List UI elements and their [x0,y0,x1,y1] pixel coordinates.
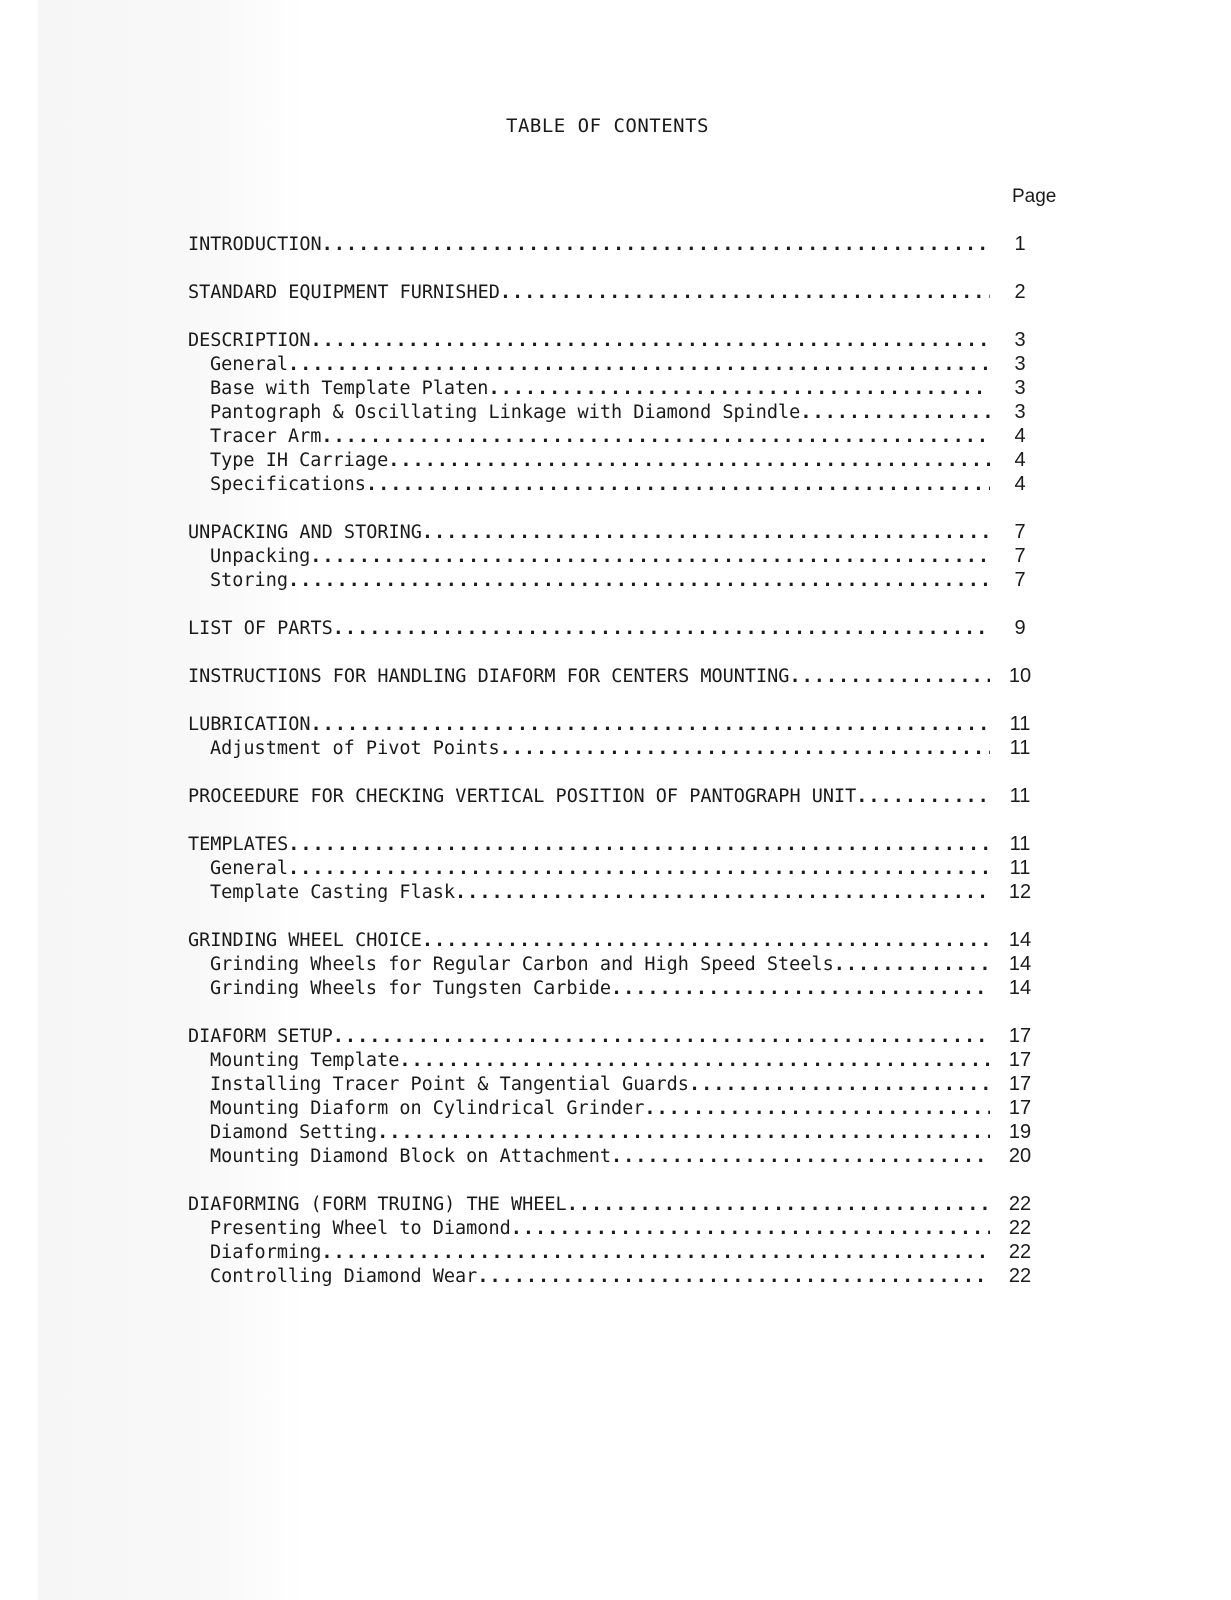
toc-entry-label: Tracer Arm [210,426,322,447]
dot-leader [511,1217,990,1241]
dot-leader [377,1121,990,1145]
toc-entry-label: Mounting Diaform on Cylindrical Grinder [210,1098,645,1119]
toc-entry-label: INTRODUCTION [188,234,322,255]
toc-entry [188,832,1050,856]
toc-page-number: 1 [1014,233,1026,255]
toc-entry-label: Controlling Diamond Wear [210,1266,478,1287]
toc-entry-label: Mounting Template [210,1050,400,1071]
toc-entry-label: Pantograph & Oscillating Linkage with Diamond Spindle [210,402,801,423]
toc-section [188,928,1050,1000]
toc-entry [188,1024,1050,1048]
toc-subentry [188,1240,1050,1264]
toc-page-number: 14 [1008,977,1032,999]
toc-section [188,664,1050,688]
toc-page-number: 7 [1014,521,1026,543]
toc-subentry [188,448,1050,472]
toc-section [188,784,1050,808]
toc-page-number: 11 [1009,737,1031,759]
toc-subentry [188,736,1050,760]
toc-entry [188,328,1050,352]
dot-leader [422,521,990,545]
toc-page-number: 17 [1008,1049,1032,1071]
toc-page-number: 3 [1014,329,1026,351]
toc-page-number: 11 [1009,857,1031,879]
toc-subentry [188,976,1050,1000]
toc-page-number: 19 [1008,1121,1032,1143]
toc-entry [188,784,1050,808]
dot-leader [789,665,990,689]
toc-subentry [188,1264,1050,1288]
toc-entry-label: General [210,858,288,879]
toc-entry-label: Diaforming [210,1242,322,1263]
toc-subentry [188,400,1050,424]
toc-subentry [188,880,1050,904]
toc-page-number: 22 [1008,1193,1032,1215]
toc-page-number: 7 [1014,569,1026,591]
dot-leader [321,425,990,449]
toc-entry [188,712,1050,736]
toc-subentry [188,1048,1050,1072]
toc-entry-label: Template Casting Flask [210,882,456,903]
toc-page-number: 2 [1014,281,1026,303]
dot-leader [399,1049,990,1073]
toc-page-number: 12 [1008,881,1032,903]
toc-page-number: 14 [1008,953,1032,975]
toc-subentry [188,856,1050,880]
toc-entry-label: DESCRIPTION [188,330,311,351]
toc-entry [188,664,1050,688]
dot-leader [288,833,990,857]
dot-leader [477,1265,990,1289]
toc-page-number: 7 [1014,545,1026,567]
toc-page-number: 20 [1008,1145,1032,1167]
toc-page-number: 11 [1009,833,1031,855]
toc-entry [188,520,1050,544]
toc-entry [188,616,1050,640]
toc-section [188,616,1050,640]
toc-entry [188,1192,1050,1216]
dot-leader [856,785,990,809]
toc-entry-label: Grinding Wheels for Regular Carbon and High Speed Steels [210,954,834,975]
dot-leader [288,857,990,881]
toc-subentry [188,568,1050,592]
toc-page-number: 4 [1014,449,1026,471]
dot-leader [644,1097,990,1121]
toc-page-number: 4 [1014,473,1026,495]
toc-page-number: 22 [1008,1241,1032,1263]
dot-leader [388,449,990,473]
dot-leader [500,737,990,761]
toc-subentry [188,1144,1050,1168]
page-column-header: Page [1012,186,1057,207]
toc-section [188,712,1050,760]
toc-entry-label: LUBRICATION [188,714,311,735]
toc-subentry [188,352,1050,376]
toc-entry-label: Specifications [210,474,366,495]
toc-page-number: 4 [1014,425,1026,447]
toc-entry-label: Unpacking [210,546,311,567]
dot-leader [488,377,990,401]
toc-entry-label: Adjustment of Pivot Points [210,738,500,759]
toc-section [188,280,1050,304]
toc-page-number: 11 [1009,713,1031,735]
toc-page-number: 22 [1008,1265,1032,1287]
toc-subentry [188,1216,1050,1240]
toc-page-number: 17 [1008,1073,1032,1095]
dot-leader [611,977,990,1001]
toc-page-number: 3 [1014,377,1026,399]
toc-entry-label: LIST OF PARTS [188,618,333,639]
toc-subentry [188,1096,1050,1120]
toc-section [188,328,1050,496]
dot-leader [834,953,990,977]
dot-leader [333,617,990,641]
toc-page-number: 17 [1008,1025,1032,1047]
dot-leader [311,329,990,353]
dot-leader [800,401,990,425]
dot-leader [310,545,990,569]
toc-page-number: 3 [1014,401,1026,423]
toc-subentry [188,424,1050,448]
toc-entry-label: STANDARD EQUIPMENT FURNISHED [188,282,500,303]
toc-subentry [188,472,1050,496]
toc-entry-label: PROCEEDURE FOR CHECKING VERTICAL POSITION OF PANTOGRAPH UNIT [188,786,857,807]
dot-leader [567,1193,990,1217]
dot-leader [288,353,990,377]
toc-page-number: 3 [1014,353,1026,375]
toc-page-number: 14 [1008,929,1032,951]
toc-entry-label: Storing [210,570,288,591]
toc-section [188,520,1050,592]
toc-entry-label: TEMPLATES [188,834,289,855]
toc-subentry [188,544,1050,568]
toc-entry-label: Diamond Setting [210,1122,378,1143]
dot-leader [311,713,990,737]
toc-entry-label: UNPACKING AND STORING [188,522,422,543]
dot-leader [455,881,990,905]
toc-section [188,832,1050,904]
dot-leader [611,1145,990,1169]
toc-subentry [188,376,1050,400]
toc-subentry [188,1072,1050,1096]
toc-section [188,1024,1050,1168]
toc-entry [188,232,1050,256]
toc-section [188,232,1050,256]
page-title: TABLE OF CONTENTS [506,115,709,137]
dot-leader [322,233,990,257]
toc-entry-label: Mounting Diamond Block on Attachment [210,1146,611,1167]
dot-leader [333,1025,990,1049]
toc-entry-label: DIAFORM SETUP [188,1026,333,1047]
dot-leader [689,1073,990,1097]
table-of-contents [188,232,1050,1312]
toc-entry-label: Installing Tracer Point & Tangential Guards [210,1074,689,1095]
toc-entry-label: Grinding Wheels for Tungsten Carbide [210,978,611,999]
toc-entry [188,280,1050,304]
dot-leader [321,1241,990,1265]
toc-entry-label: Presenting Wheel to Diamond [210,1218,511,1239]
toc-entry-label: DIAFORMING (FORM TRUING) THE WHEEL [188,1194,567,1215]
dot-leader [288,569,990,593]
toc-entry-label: Base with Template Platen [210,378,489,399]
toc-page-number: 17 [1008,1097,1032,1119]
toc-entry-label: General [210,354,288,375]
toc-entry-label: GRINDING WHEEL CHOICE [188,930,422,951]
toc-entry-label: Type IH Carriage [210,450,389,471]
toc-page-number: 10 [1008,665,1032,687]
toc-entry-label: INSTRUCTIONS FOR HANDLING DIAFORM FOR CENTERS MOUNTING [188,666,790,687]
dot-leader [366,473,990,497]
dot-leader [422,929,990,953]
toc-page-number: 22 [1008,1217,1032,1239]
toc-page-number: 9 [1014,617,1026,639]
toc-section [188,1192,1050,1288]
dot-leader [500,281,990,305]
toc-page-number: 11 [1009,785,1031,807]
toc-subentry [188,952,1050,976]
toc-entry [188,928,1050,952]
toc-subentry [188,1120,1050,1144]
